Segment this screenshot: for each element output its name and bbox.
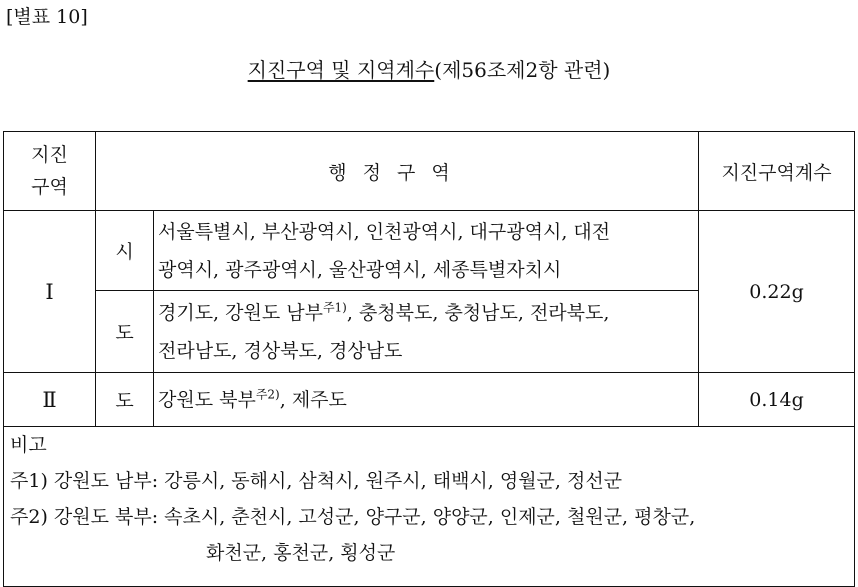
zone2-text-pre: 강원도 북부 <box>158 388 256 411</box>
zone1-city-line1: 서울특별시, 부산광역시, 인천광역시, 대구광역시, 대전 <box>158 220 611 243</box>
header-zone-cell <box>4 132 96 211</box>
document-title <box>0 56 858 84</box>
zone2-coefficient: 0.14g <box>699 373 855 427</box>
header-admin-cell: 행정구역 <box>96 132 699 211</box>
zone1-coefficient: 0.22g <box>699 211 855 373</box>
header-row <box>4 132 855 211</box>
footnote-ref-1: 주1) <box>322 300 347 315</box>
appendix-label: [별표 10] <box>6 6 88 28</box>
zone2-line <box>158 381 698 419</box>
zone1-city-type: 시 <box>96 211 154 291</box>
title-main: 지진구역 및 지역계수 <box>247 58 435 82</box>
zone1-city-row <box>4 211 855 291</box>
note-2-line1: 주2) 강원도 북부: 속초시, 춘천시, 고성군, 양구군, 양양군, 인제군, 철원군, 평창군, <box>10 506 696 528</box>
zone1-province-line2: 전라남도, 경상북도, 경상남도 <box>158 339 403 362</box>
zone1-province-type: 도 <box>96 291 154 373</box>
note-2-line2: 화천군, 홍천군, 횡성군 <box>206 542 396 564</box>
zone2-type: 도 <box>96 373 154 427</box>
zone1-province-line1-pre: 경기도, 강원도 남부 <box>158 301 323 324</box>
zone2-regions <box>154 373 699 427</box>
footnote-ref-2: 주2) <box>255 387 280 402</box>
seismic-zone-table <box>3 131 855 587</box>
notes-cell <box>4 427 855 587</box>
zone1-province-line1 <box>158 294 698 332</box>
notes-row <box>4 427 855 587</box>
zone1-city-regions <box>154 211 699 291</box>
notes-heading: 비고 <box>10 434 47 456</box>
zone2-label: Ⅱ <box>4 373 96 427</box>
header-coefficient-cell: 지진구역계수 <box>699 132 855 211</box>
zone2-row <box>4 373 855 427</box>
note-1: 주1) 강원도 남부: 강릉시, 동해시, 삼척시, 원주시, 태백시, 영월군, 정선군 <box>10 470 623 492</box>
header-zone-line2: 구역 <box>31 176 68 198</box>
zone2-text-post: , 제주도 <box>279 388 347 411</box>
zone1-province-regions <box>154 291 699 373</box>
zone1-province-line1-post: , 충청북도, 충청남도, 전라북도, <box>346 301 610 324</box>
zone1-label: Ⅰ <box>4 211 96 373</box>
zone1-city-line2: 광역시, 광주광역시, 울산광역시, 세종특별자치시 <box>158 258 562 281</box>
header-zone-line1: 지진 <box>31 144 68 166</box>
title-suffix: (제56조제2항 관련) <box>434 58 611 82</box>
